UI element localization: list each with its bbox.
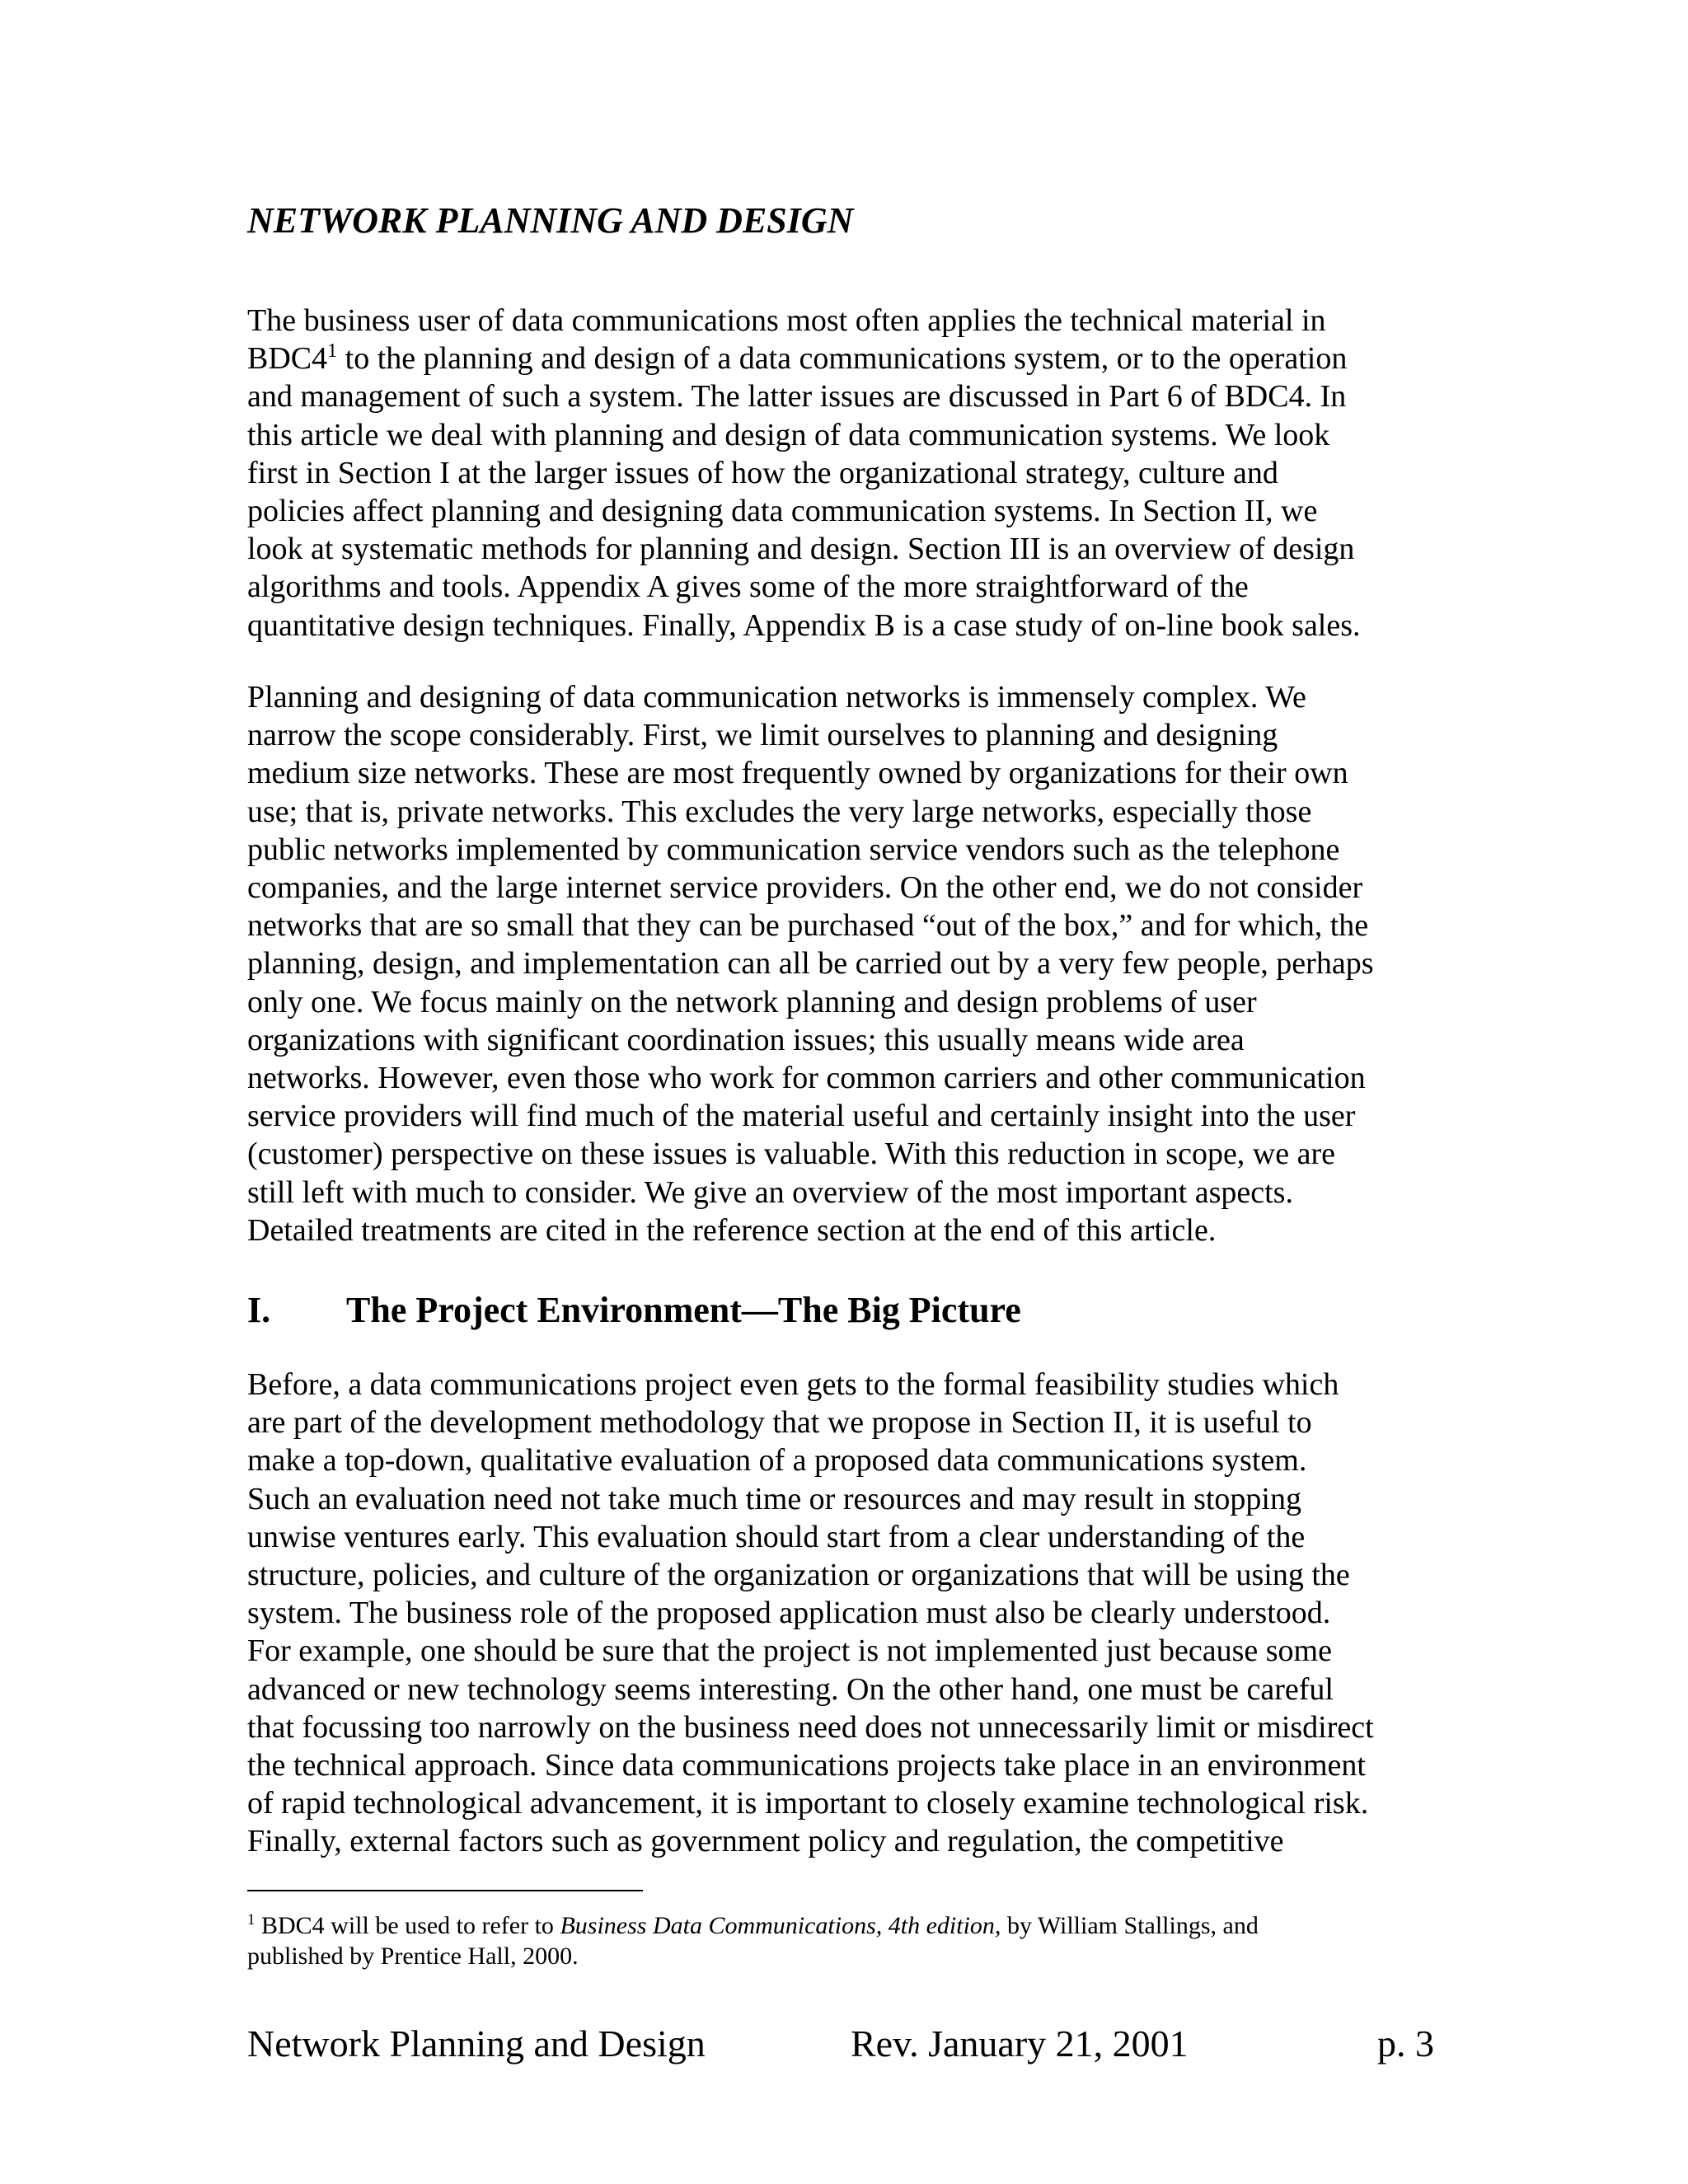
text-line: networks. However, even those who work for common carriers and other communication [247, 1061, 1366, 1096]
text-line: structure, policies, and culture of the organization or organizations that will be using the [247, 1558, 1350, 1593]
text-line: Planning and designing of data communication networks is immensely complex. We [247, 680, 1306, 715]
text-line: For example, one should be sure that the project is not implemented just because some [247, 1633, 1332, 1669]
footer-page-number: p. 3 [1377, 2022, 1434, 2064]
text-line: The business user of data communications most often applies the technical material in [247, 303, 1326, 338]
text-line: of rapid technological advancement, it is important to closely examine technological risk. [247, 1786, 1369, 1821]
text-fragment: BDC4 [247, 341, 328, 377]
footnote-book-title: Business Data Communications, 4th edition, [560, 1912, 1001, 1939]
text-line: service providers will find much of the material useful and certainly insight into the user [247, 1099, 1356, 1134]
text-line: that focussing too narrowly on the business need does not unnecessarily limit or misdirect [247, 1709, 1374, 1745]
footnote-reference[interactable]: 1 [327, 340, 338, 363]
scope-paragraph [247, 678, 1434, 1249]
section-heading [247, 1286, 1021, 1335]
text-line: system. The business role of the proposed application must also be clearly understood. [247, 1596, 1331, 1631]
text-line: planning, design, and implementation can all be carried out by a very few people, perhaps [247, 946, 1374, 982]
text-line: are part of the development methodology that we propose in Section II, it is useful to [247, 1405, 1312, 1441]
section-number: I. [247, 1290, 271, 1330]
text-line [247, 340, 1434, 377]
text-line: organizations with significant coordination issues; this usually means wide area [247, 1022, 1245, 1057]
section-paragraph [247, 1366, 1434, 1861]
footnote-marker: 1 [247, 1911, 256, 1929]
footnote-divider [247, 1890, 643, 1891]
text-line: only one. We focus mainly on the network planning and design problems of user [247, 984, 1257, 1019]
text-line: first in Section I at the larger issues of how the organizational strategy, culture and [247, 455, 1278, 490]
text-line: still left with much to consider. We give an overview of the most important aspects. [247, 1174, 1293, 1210]
intro-paragraph [247, 302, 1434, 644]
page-title: NETWORK PLANNING AND DESIGN [247, 200, 854, 241]
text-line: Such an evaluation need not take much time or resources and may result in stopping [247, 1481, 1301, 1516]
text-fragment: to the planning and design of a data communications system, or to the operation [337, 341, 1348, 377]
text-line: Finally, external factors such as government policy and regulation, the competitive [247, 1824, 1284, 1859]
text-line: networks that are so small that they can be purchased “out of the box,” and for which, the [247, 908, 1369, 944]
footer-title: Network Planning and Design [247, 2022, 706, 2064]
text-line: (customer) perspective on these issues is valuable. With this reduction in scope, we are [247, 1137, 1335, 1172]
text-line: the technical approach. Since data communications projects take place in an environment [247, 1748, 1366, 1783]
footnote-line [247, 1910, 1434, 1941]
section-title: The Project Environment—The Big Picture [346, 1290, 1021, 1330]
text-line: companies, and the large internet service providers. On the other end, we do not consider [247, 870, 1363, 906]
text-line: use; that is, private networks. This excludes the very large networks, especially those [247, 794, 1312, 829]
text-line: public networks implemented by communication service vendors such as the telephone [247, 832, 1340, 867]
text-line: Detailed treatments are cited in the reference section at the end of this article. [247, 1212, 1217, 1248]
text-line: policies affect planning and designing data communication systems. In Section II, we [247, 494, 1318, 529]
text-line: quantitative design techniques. Finally, Appendix B is a case study of on-line book sales. [247, 607, 1361, 643]
text-line: narrow the scope considerably. First, we limit ourselves to planning and designing [247, 718, 1278, 753]
text-line: Before, a data communications project even gets to the formal feasibility studies which [247, 1367, 1339, 1402]
document-page [247, 0, 1434, 2184]
footnote [247, 1910, 1434, 1971]
text-line: algorithms and tools. Appendix A gives some of the more straightforward of the [247, 569, 1249, 605]
text-line: this article we deal with planning and design of data communication systems. We look [247, 417, 1330, 452]
text-line: look at systematic methods for planning and design. Section III is an overview of design [247, 532, 1355, 567]
text-line: advanced or new technology seems interesting. On the other hand, one must be careful [247, 1671, 1334, 1707]
footnote-text: by William Stallings, and [1001, 1912, 1259, 1939]
text-line: and management of such a system. The latter issues are discussed in Part 6 of BDC4. In [247, 379, 1347, 415]
footnote-line: published by Prentice Hall, 2000. [247, 1943, 579, 1970]
footnote-text: BDC4 will be used to refer to [255, 1912, 560, 1939]
text-line: unwise ventures early. This evaluation should start from a clear understanding of the [247, 1519, 1306, 1554]
text-line: make a top-down, qualitative evaluation of a proposed data communications system. [247, 1443, 1307, 1479]
text-line: medium size networks. These are most frequently owned by organizations for their own [247, 756, 1348, 791]
footer-revision-date: Rev. January 21, 2001 [851, 2022, 1189, 2064]
